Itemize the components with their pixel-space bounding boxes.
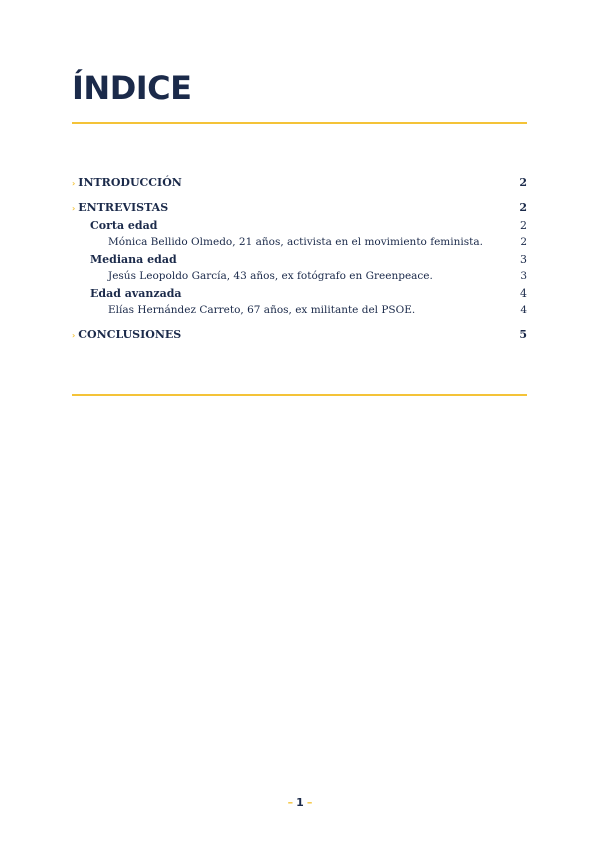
page-footer [0, 796, 600, 809]
toc-entry-label: Edad avanzada [90, 287, 182, 300]
toc-entry-page: 2 [520, 236, 527, 248]
toc-entry-edad-avanzada[interactable] [72, 285, 527, 302]
toc-entry-label: ENTREVISTAS [78, 201, 169, 214]
toc-entry-page: 2 [520, 219, 527, 232]
toc-entry-elias-hernandez[interactable] [72, 302, 527, 319]
toc-entry-label: Mónica Bellido Olmedo, 21 años, activista en el movimiento feminista. [108, 236, 483, 248]
toc-entry-page: 2 [519, 201, 527, 214]
toc-entry-page: 3 [520, 253, 527, 266]
chevron-right-icon: › [72, 331, 76, 340]
toc-entry-label: Jesús Leopoldo García, 43 años, ex fotógrafo en Greenpeace. [108, 270, 433, 282]
footer-dash-left: – [287, 796, 294, 809]
toc-entry-label: INTRODUCCIÓN [78, 176, 182, 189]
bottom-divider [72, 394, 527, 396]
toc-entry-page: 4 [520, 287, 527, 300]
toc-entry-monica-bellido[interactable] [72, 234, 527, 251]
toc-entry-page: 2 [519, 176, 527, 189]
toc-entry-corta-edad[interactable] [72, 217, 527, 234]
toc-entry-page: 4 [520, 304, 527, 316]
toc-entry-mediana-edad[interactable] [72, 251, 527, 268]
toc-entry-entrevistas[interactable] [72, 199, 527, 217]
chevron-right-icon: › [72, 204, 76, 213]
toc-entry-page: 5 [519, 328, 527, 341]
page-number: 1 [296, 796, 304, 809]
toc-entry-jesus-leopoldo[interactable] [72, 268, 527, 285]
toc-entry-label: CONCLUSIONES [78, 328, 182, 341]
toc-entry-conclusiones[interactable] [72, 326, 527, 344]
page-title: ÍNDICE [72, 69, 192, 107]
toc-entry-page: 3 [520, 270, 527, 282]
toc-entry-label: Elías Hernández Carreto, 67 años, ex militante del PSOE. [108, 304, 416, 316]
toc-entry-introduccion[interactable] [72, 174, 527, 192]
footer-dash-right: – [306, 796, 313, 809]
toc-entry-label: Corta edad [90, 219, 158, 232]
toc-entry-label: Mediana edad [90, 253, 177, 266]
table-of-contents [72, 174, 527, 344]
chevron-right-icon: › [72, 179, 76, 188]
top-divider [72, 122, 527, 124]
